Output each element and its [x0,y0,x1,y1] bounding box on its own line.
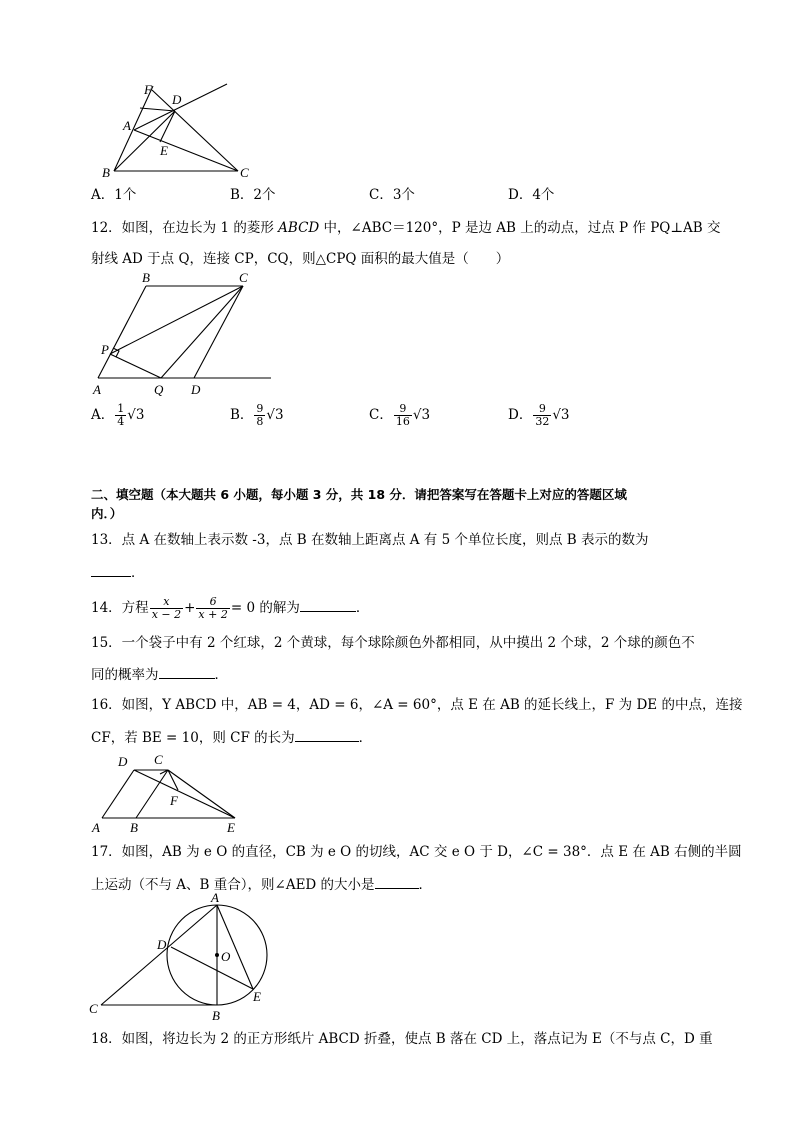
label-d: D [172,92,182,107]
label-a: A [211,893,219,905]
q11-option-c: C．3个 [369,187,415,203]
label-c: C [240,165,249,180]
q11-option-d: D．4个 [508,187,555,203]
label-d: D [118,754,128,769]
label-b: B [212,1008,220,1023]
figure-q11 [90,78,270,182]
label-c: C [89,1001,98,1016]
q14-text: 14．方程 $\frac{x}{x - 2}$ + $\frac{6}{x + 2}$ = 0 的解为 ． [91,595,370,621]
q12-option-c: C． $\frac{9}{16}$ √3 [369,402,431,428]
label-e: E [253,989,261,1004]
q14-answer-blank [300,597,356,612]
label-a: A [123,118,131,133]
q15-answer-blank [159,664,215,679]
label-o: O [221,949,231,964]
label-p: P [101,342,109,357]
q13-text-line2: ． [91,562,145,582]
label-b: B [102,165,110,180]
figure-q16 [88,750,248,836]
section-heading-line1: 二、填空题（本大题共 6 小题，每小题 3 分，共 18 分．请把答案写在答题卡上对应的答题区域 [91,487,627,502]
q12-text-line1: 12．如图，在边长为 1 的菱形 ABCD 中，∠ABC＝120°，P 是边 AB 上的动点，过点 P 作 PQ⊥AB 交 [91,220,721,236]
label-c: C [154,752,163,767]
label-f: F [144,82,152,97]
label-d: D [157,937,167,952]
q11-option-b: B．2个 [230,187,276,203]
label-b: B [130,820,138,835]
label-q: Q [154,382,164,397]
q16-text-line1: 16．如图，Y ABCD 中，AB = 4，AD = 6，∠A = 60°，点 E 在 AB 的延长线上，F 为 DE 的中点，连接 [91,697,743,713]
label-d: D [191,382,201,397]
label-e: E [160,143,168,158]
q16-text-line2: CF，若 BE = 10，则 CF 的长为 ． [91,727,372,747]
label-f: F [170,793,178,808]
label-e: E [227,820,235,835]
q13-text-line1: 13．点 A 在数轴上表示数 -3，点 B 在数轴上距离点 A 有 5 个单位长度，则点 B 表示的数为 [91,532,649,548]
label-a: A [93,382,101,397]
label-b: B [142,270,150,285]
q17-text-line1: 17．如图，AB 为 e O 的直径，CB 为 e O 的切线，AC 交 e O 于 D，∠C = 38°．点 E 在 AB 右侧的半圆 [91,844,742,860]
figure-q17 [85,893,285,1023]
q12-option-a: A． $\frac{1}{4}$ √3 [91,402,145,428]
figure-q12 [88,268,283,400]
q12-text-line2: 射线 AD 于点 Q，连接 CP，CQ，则△CPQ 面积的最大值是（ ） [91,251,510,267]
q12-option-b: B． $\frac{9}{8}$ √3 [230,402,284,428]
q17-answer-blank [375,874,419,889]
q15-text-line1: 15．一个袋子中有 2 个红球，2 个黄球，每个球除颜色外都相同，从中摸出 2 个球，2 个球的颜色不 [91,635,695,651]
q12-option-d: D． $\frac{9}{32}$ √3 [508,402,570,428]
q11-option-a: A．1个 [91,187,137,203]
q18-text-line1: 18．如图，将边长为 2 的正方形纸片 ABCD 折叠，使点 B 落在 CD 上，落点记为 E（不与点 C，D 重 [91,1031,713,1047]
label-c: C [239,270,248,285]
q15-text-line2: 同的概率为 ． [91,664,228,684]
section-heading-line2: 内．） [91,506,123,521]
q17-text-line2: 上运动（不与 A、B 重合），则∠AED 的大小是 ． [91,874,432,894]
q13-answer-blank [91,562,131,577]
q16-answer-blank [295,727,359,742]
label-a: A [92,820,100,835]
